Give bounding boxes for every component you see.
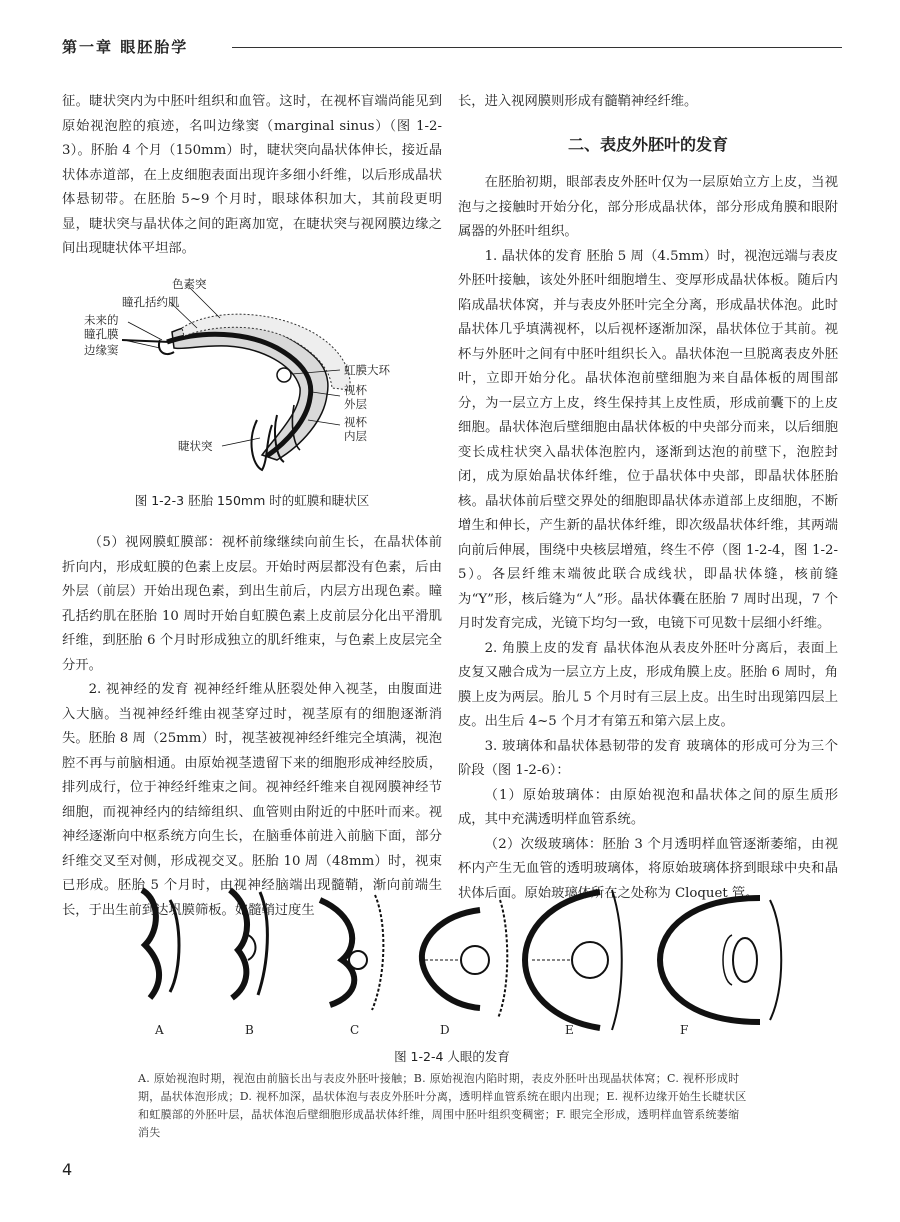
right-paragraph-2: 1. 晶状体的发育 胚胎 5 周（4.5mm）时，视泡远端与表皮外胚叶接触，该处外胚叶细胞增生、变厚形成晶状体板。随后内陷成晶状体窝，并与表皮外胚叶完全分离，形成晶状体泡。此时晶状体几乎填满视杯，以后视杯逐渐加深，晶状体位于其前。视杯与外胚叶之间有中胚叶组织长入。晶状体泡一旦脱离表皮外胚叶，立即开始分化。晶状体泡前壁细胞为来自晶体板的周围部分，为一层立方上皮，终生保持其上皮性质，形成前囊下的上皮细胞。晶状体泡后壁细胞由晶状体板的中央部分而来，以后细胞变长成柱状突入晶状体泡腔内，逐渐到达泡的前壁下，泡腔封闭，成为原始晶状体纤维，位于晶状体中央部，即晶状体胚胎核。晶状体前后壁交界处的细胞即晶状体赤道部上皮细胞，不断增生和伸长，产生新的晶状体纤维，即次级晶状体纤维，其两端向前后伸展，围绕中央核层增殖，终生不停（图 1-2-4，图 1-2-5）。各层纤维末端彼此联合成线状，即晶状体缝，核前缝为“Y”形，核后缝为“人”形。晶状体囊在胚胎 7 周时出现，7 个月时发育完成，光镜下均匀一致，电镜下可见数十层细小纤维。 (458, 248, 838, 631)
figure-1-2-3-caption: 图 1-2-3 胚胎 150mm 时的虹膜和睫状区 (134, 492, 370, 508)
stage-label-f: F (680, 1023, 689, 1037)
figure-1-2-4 (120, 880, 800, 1040)
eye-development-illustration (120, 880, 800, 1040)
figure-1-2-4-note: A. 原始视泡时期，视泡由前脑长出与表皮外胚叶接触；B. 原始视泡内陷时期，表皮外胚叶出现晶状体窝；C. 视杯形成时期，晶状体泡形成；D. 视杯加深，晶状体泡与表皮外胚叶分离，透明样血管系统在眼内出现；E. 视杯边缘开始生长睫状区和虹膜部的外胚叶层，晶状体泡后壁细胞形成晶状体纤维，周围中胚叶组织变稠密；F. 眼完全形成，透明样血管系统萎缩消失 (138, 1072, 747, 1139)
stage-label-b: B (245, 1023, 254, 1037)
left-paragraph-3: 2. 视神经的发育 视神经纤维从胚裂处伸入视茎，由腹面进入大脑。当视神经纤维由视茎穿过时，视茎原有的细胞逐渐消失。胚胎 8 周（25mm）时，视茎被视神经纤维完全填满，视泡腔不再与前脑相通。由原始视茎遗留下来的细胞形成神经胶质，排列成行，位于神经纤维束之间。视神经纤维来自视网膜神经节细胞，而视神经内的结缔组织、血管则由附近的中胚叶而来。视神经逐渐向中枢系统方向生长，在脑垂体前进入前脑下面，部分纤维交叉至对侧，形成视交叉。胚胎 10 周（48mm）时，视束已形成。胚胎 5 个月时，由视神经脑端出现髓鞘，渐向前端生长，于出生前到达巩膜筛板。如髓鞘过度生 (62, 682, 442, 918)
page-number: 4 (62, 1160, 73, 1179)
label-future-pupil-2: 瞳孔膜 (84, 326, 119, 341)
section-heading: 二、表皮外胚叶的发育 (567, 134, 728, 154)
left-column (62, 90, 442, 923)
stage-d-drawing (422, 900, 507, 1018)
header-rule (232, 47, 842, 48)
chapter-title: 第一章 眼胚胎学 (62, 38, 189, 56)
stage-label-e: E (565, 1023, 574, 1037)
label-future-pupil-1: 未来的 (84, 312, 119, 327)
label-pigment-process: 色素突 (172, 276, 207, 291)
running-header (62, 30, 842, 60)
right-paragraph-6: （2）次级玻璃体：胚胎 3 个月透明样血管逐渐萎缩，由视杯内产生无血管的透明玻璃体，将原始玻璃体挤到眼球中央和晶状体后面。原始玻璃体所在之处称为 Cloquet 管。 (458, 836, 838, 901)
label-sphincter: 瞳孔括约肌 (122, 294, 180, 309)
figure-1-2-4-caption: 图 1-2-4 人眼的发育 (394, 1049, 510, 1064)
label-inner-layer-2: 内层 (344, 428, 367, 443)
stage-label-d: D (440, 1023, 450, 1037)
stage-e-drawing (525, 890, 622, 1030)
right-paragraph-4: 3. 玻璃体和晶状体悬韧带的发育 玻璃体的形成可分为三个阶段（图 1-2-6）： (458, 738, 838, 778)
right-column (458, 90, 838, 906)
stage-f-drawing (660, 898, 781, 1022)
right-paragraph-0: 长，进入视网膜则形成有髓鞘神经纤维。 (458, 94, 698, 109)
label-outer-layer-1: 视杯 (344, 382, 367, 397)
stage-b-drawing (230, 890, 267, 998)
figure-1-2-3 (62, 270, 442, 485)
label-ciliary-process: 睫状突 (178, 438, 213, 453)
label-outer-layer-2: 外层 (344, 396, 367, 411)
label-major-iris-circle: 虹膜大环 (344, 362, 390, 377)
iris-ciliary-illustration (62, 270, 442, 485)
right-paragraph-5: （1）原始玻璃体：由原始视泡和晶状体之间的原生质形成，其中充满透明样血管系统。 (458, 787, 838, 827)
stage-c-drawing (320, 895, 383, 1010)
label-marginal-sinus: 边缘窦 (84, 342, 119, 357)
stage-label-c: C (350, 1023, 360, 1037)
stage-a-drawing (142, 890, 179, 998)
right-paragraph-1: 在胚胎初期，眼部表皮外胚叶仅为一层原始立方上皮，当视泡与之接触时开始分化，部分形成晶状体，部分形成角膜和眼附属器的外胚叶组织。 (458, 175, 838, 239)
right-paragraph-3: 2. 角膜上皮的发育 晶状体泡从表皮外胚叶分离后，表面上皮复又融合成为一层立方上皮，形成角膜上皮。胚胎 6 周时，角膜上皮为两层。胎儿 5 个月时有三层上皮。出生时出现第四层上皮。出生后 4~5 个月才有第五和第六层上皮。 (458, 640, 838, 729)
stage-label-a: A (155, 1023, 164, 1037)
left-paragraph-2: （5）视网膜虹膜部：视杯前缘继续向前生长，在晶状体前折向内，形成虹膜的色素上皮层。开始时两层都没有色素，后由外层（前层）开始出现色素，到出生前后，内层方出现色素。瞳孔括约肌在胚胎 10 周时开始自虹膜色素上皮前层分化出平滑肌纤维，到胚胎 6 个月时形成独立的肌纤维束，与色素上皮层完全分开。 (62, 535, 442, 673)
label-inner-layer-1: 视杯 (344, 414, 367, 429)
left-paragraph-1: 征。睫状突内为中胚叶组织和血管。这时，在视杯盲端尚能见到原始视泡腔的痕迹，名叫边缘窦（marginal sinus）（图 1-2-3）。肧胎 4 个月（150mm）时，睫状突向晶状体伸长，接近晶状体赤道部，在上皮细胞表面出现许多细小纤维，以后形成晶状体悬韧带。在胚胎 5~9 个月时，眼球体积加大，其前段更明显，睫状突与晶状体之间的距离加宽，在睫状突与视网膜边缘之间出现睫状体平坦部。 (62, 94, 442, 256)
